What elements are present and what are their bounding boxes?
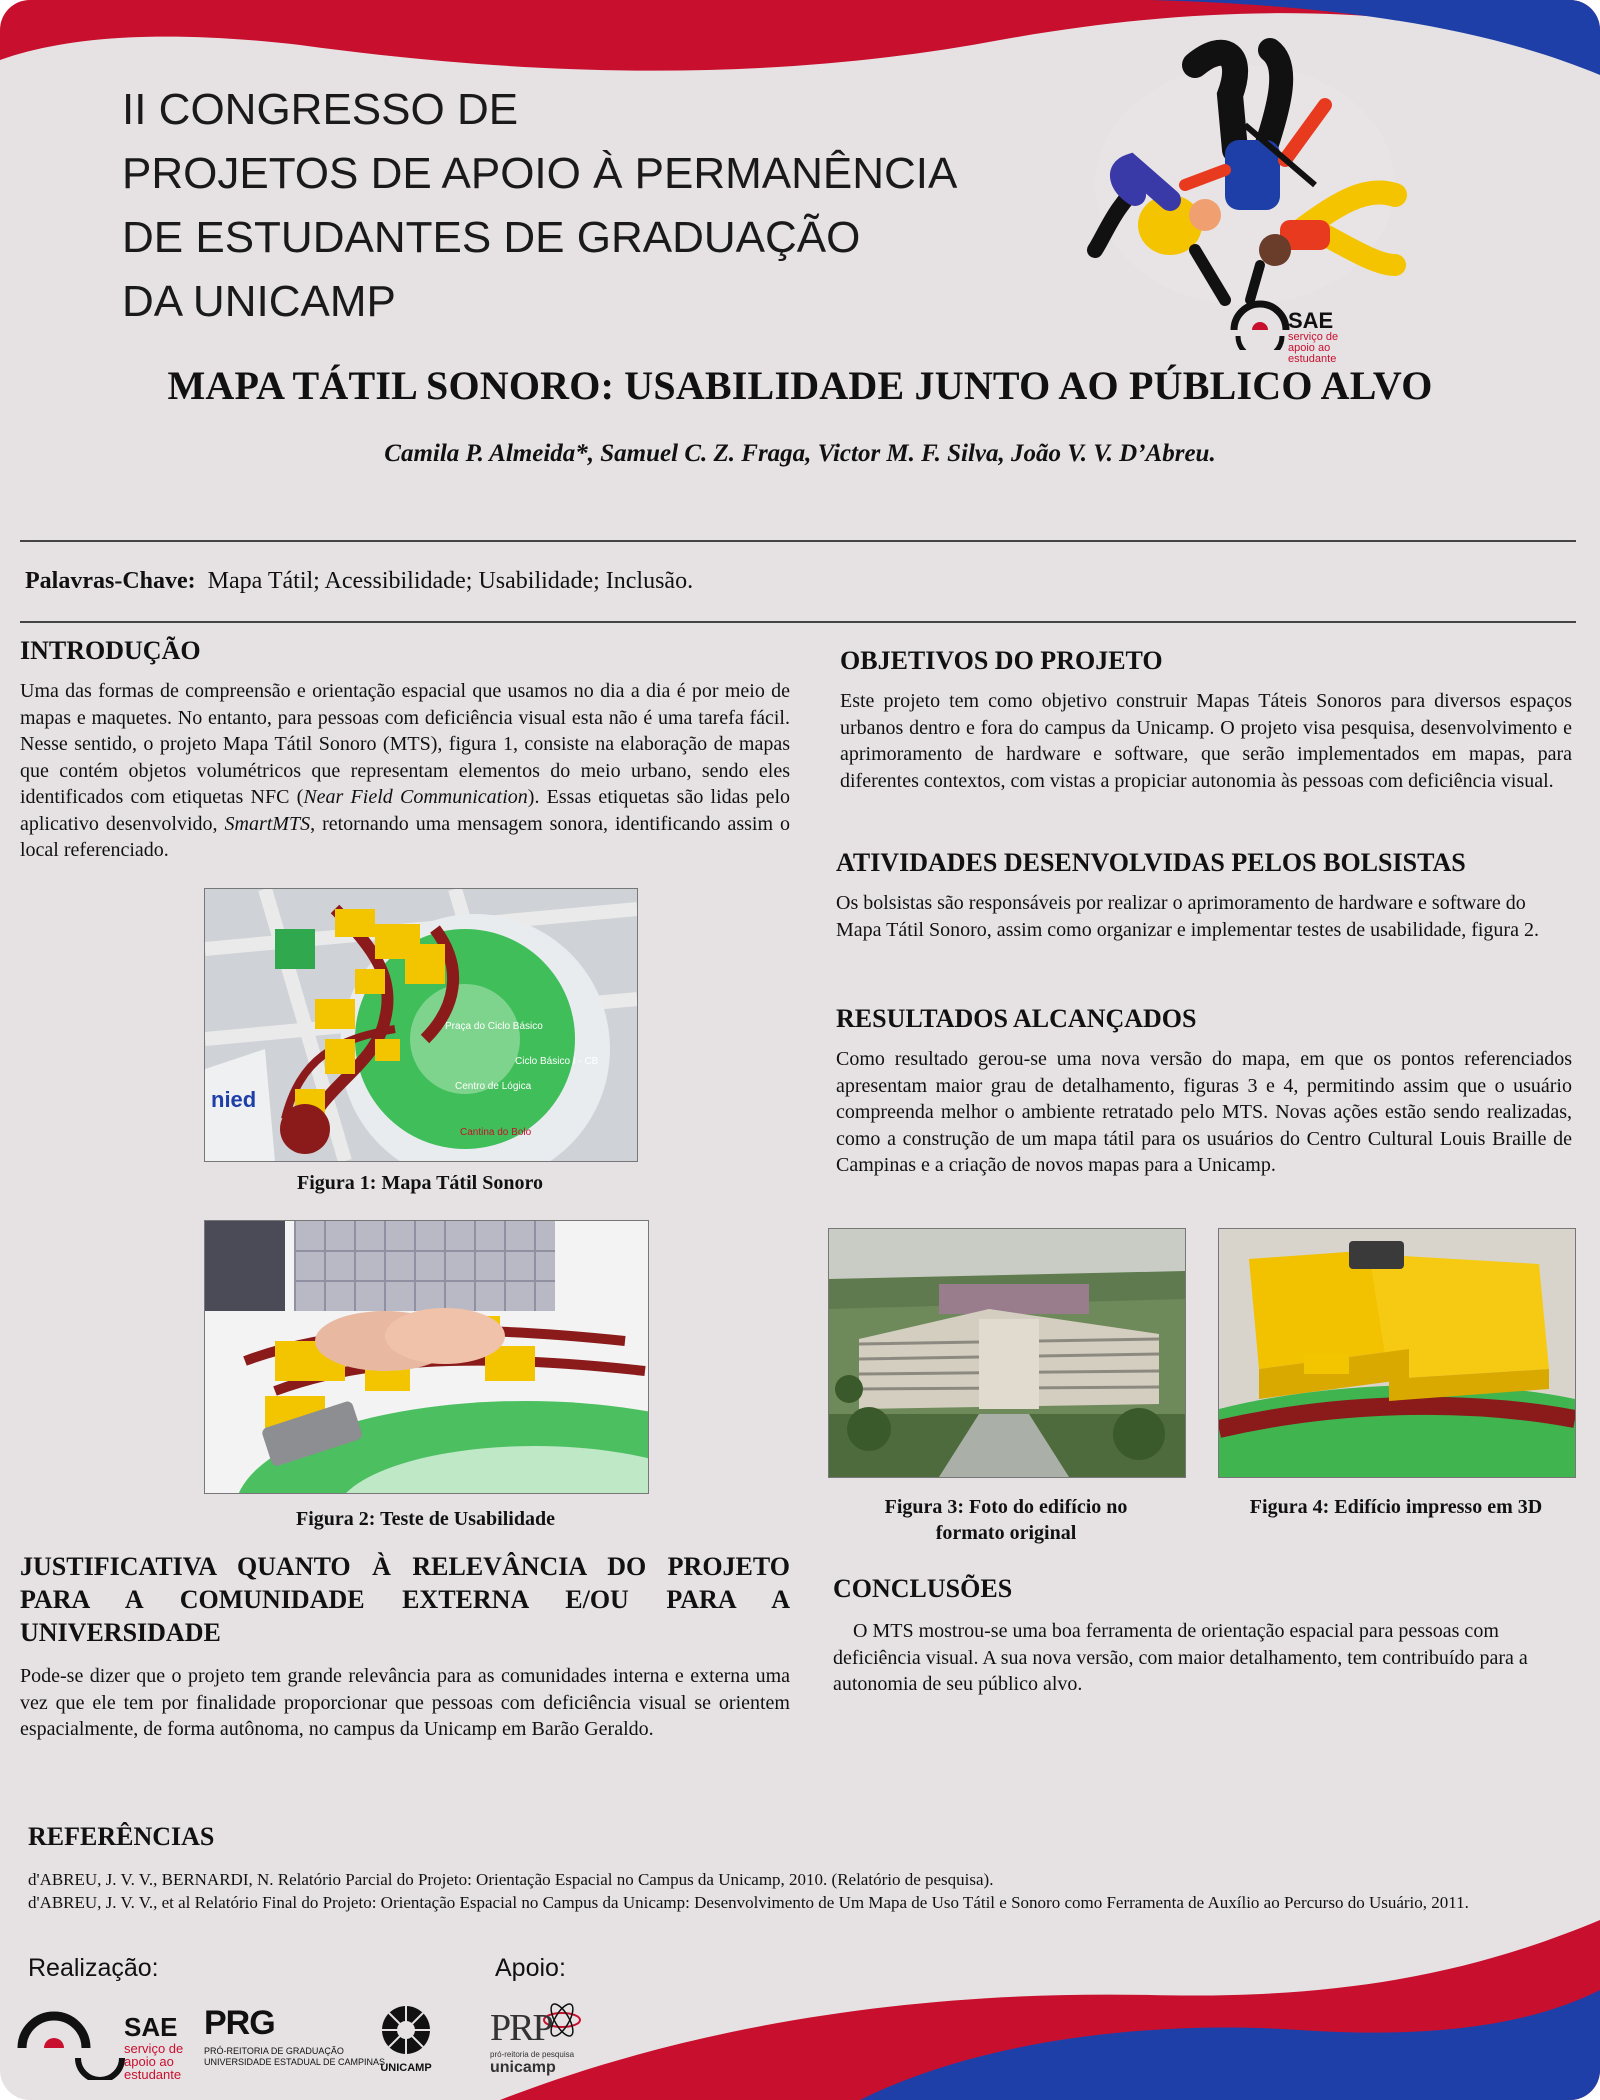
objetivos-text: Este projeto tem como objetivo construir Mapas Táteis Sonoros para diversos espaços urbanos dentro e fora do campus da Unicamp. O projeto visa pesquisa, desenvolvimento e aprimoramento de hardware e software, que serão implementados em mapas, para diferentes contextos, com vistas a propiciar autonomia às pessoas com deficiência visual. xyxy=(840,690,1572,792)
atividades-heading: ATIVIDADES DESENVOLVIDAS PELOS BOLSISTAS xyxy=(836,848,1466,877)
conclusoes-section xyxy=(833,1574,1553,1698)
atividades-text: Os bolsistas são responsáveis por realizar o aprimoramento de hardware e software do Mapa Tátil Sonoro, assim como organizar e implementar testes de usabilidade, figura 2. xyxy=(836,892,1539,941)
figure-1-caption: Figura 1: Mapa Tátil Sonoro xyxy=(297,1172,543,1194)
justificativa-text: Pode-se dizer que o projeto tem grande relevância para as comunidades interna e externa uma vez que ele tem por finalidade proporcionar que pessoas com deficiência visual se orientem espacialmente, de forma autônoma, no campus da Unicamp em Barão Geraldo. xyxy=(20,1665,790,1740)
congress-line: II CONGRESSO DE xyxy=(122,85,519,134)
prg-logo-name: PRG xyxy=(204,2004,275,2042)
prp-logo xyxy=(490,1998,600,2083)
map-label: Ciclo Básico I - CB xyxy=(515,1056,599,1067)
intro-text: Uma das formas de compreensão e orientação espacial que usamos no dia a dia é por meio de mapas e maquetes. No entanto, para pessoas com deficiência visual esta não é uma tarefa fácil. Nesse sentido, o projeto Mapa Tátil Sonoro (MTS), figura 1, consiste na elaboração de mapas que contém objetos volumétricos que representam elementos do meio urbano, sendo eles identificados com etiquetas NFC (Near Field Communication). Essas etiquetas são lidas pelo aplicativo desenvolvido, SmartMTS, retornando uma mensagem sonora, identificando assim o local referenciado. xyxy=(20,680,791,861)
prp-logo-sub: pró-reitoria de pesquisa xyxy=(490,2050,575,2059)
map-label: Centro de Lógica xyxy=(455,1081,532,1092)
congress-line: PROJETOS DE APOIO À PERMANÊNCIA xyxy=(122,149,958,198)
apoio-label: Apoio: xyxy=(495,1954,566,1982)
congress-line: DE ESTUDANTES DE GRADUAÇÃO xyxy=(122,213,861,262)
congress-line: DA UNICAMP xyxy=(122,277,396,326)
prg-logo-sub: PRÓ-REITORIA DE GRADUAÇÃO UNIVERSIDADE ESTADUAL DE CAMPINAS xyxy=(204,2046,386,2067)
poster-title: MAPA TÁTIL SONORO: USABILIDADE JUNTO AO PÚBLICO ALVO xyxy=(167,363,1433,408)
figure-3-caption: Figura 3: Foto do edifício no formato original xyxy=(884,1496,1128,1544)
figure-2-photo xyxy=(204,1220,649,1494)
sae-logo-name: SAE xyxy=(1288,308,1334,333)
sae-logo-sub: serviço de apoio ao estudante xyxy=(124,2041,184,2082)
objetivos-heading: OBJETIVOS DO PROJETO xyxy=(840,646,1163,675)
authors: Camila P. Almeida*, Samuel C. Z. Fraga, Victor M. F. Silva, João V. V. D’Abreu. xyxy=(384,440,1216,467)
map-label: Cantina do Bolo xyxy=(460,1127,532,1138)
tactile-map-image xyxy=(205,889,637,1161)
reference-item: d'ABREU, J. V. V., et al Relatório Final do Projeto: Orientação Espacial no Campus da Unicamp: Desenvolvimento de Um Mapa de Uso Tátil e Sonoro como Ferramenta de Auxílio ao Percurso do Usuário, 2011. xyxy=(28,1893,1469,1912)
3d-printed-building-image xyxy=(1219,1229,1575,1477)
atividades-section xyxy=(836,848,1572,943)
intro-section xyxy=(20,636,790,864)
prp-logo-name: PRP xyxy=(490,2007,552,2049)
figure-3-photo xyxy=(828,1228,1186,1478)
realizacao-label: Realização: xyxy=(28,1954,159,1982)
resultados-text: Como resultado gerou-se uma nova versão do mapa, em que os pontos referenciados apresentam maior grau de detalhamento, figuras 3 e 4, permitindo assim que o usuário compreenda melhor o ambiente retratado pelo MTS. Novas ações estão sendo realizadas, como a construção de um mapa tátil para os usuários do Centro Cultural Louis Braille de Campinas e a criação de novos mapas para a Unicamp. xyxy=(836,1048,1572,1176)
objetivos-section xyxy=(840,646,1572,794)
justificativa-heading: JUSTIFICATIVA QUANTO À RELEVÂNCIA DO PROJETO PARA A COMUNIDADE EXTERNA E/OU PARA A UNIVERSIDADE xyxy=(20,1552,790,1647)
divider xyxy=(20,540,1576,542)
unicamp-logo-name: UNICAMP xyxy=(380,2062,432,2074)
sae-logo-mark xyxy=(16,2000,126,2080)
keywords xyxy=(25,568,693,595)
conclusoes-text: O MTS mostrou-se uma boa ferramenta de orientação espacial para pessoas com deficiência visual. A sua nova versão, com maior detalhamento, tem contribuído para a autonomia de seu público alvo. xyxy=(833,1620,1528,1695)
sae-logo-sub: serviço de apoio ao estudante xyxy=(1288,331,1339,365)
figure-2-caption: Figura 2: Teste de Usabilidade xyxy=(296,1508,555,1530)
reference-item: d'ABREU, J. V. V., BERNARDI, N. Relatório Parcial do Projeto: Orientação Espacial no Campus da Unicamp, 2010. (Relatório de pesquisa). xyxy=(28,1870,994,1889)
prp-logo-unicamp: unicamp xyxy=(490,2059,556,2076)
sae-header-logo xyxy=(1228,290,1428,365)
sae-logo-name: SAE xyxy=(124,2012,178,2042)
referencias-section xyxy=(28,1822,1576,1914)
keywords-text: Mapa Tátil; Acessibilidade; Usabilidade; Inclusão. xyxy=(207,568,694,594)
figure-4-caption: Figura 4: Edifício impresso em 3D xyxy=(1249,1496,1543,1518)
unicamp-emblem-icon xyxy=(380,2004,432,2056)
figure-4-photo xyxy=(1218,1228,1576,1478)
nied-label: nied xyxy=(211,1087,257,1112)
divider xyxy=(20,621,1576,623)
map-label: Praça do Ciclo Básico xyxy=(445,1021,543,1032)
prg-logo xyxy=(204,2004,386,2084)
figure-1-photo xyxy=(204,888,638,1162)
building-photo-image xyxy=(829,1229,1185,1477)
intro-heading: INTRODUÇÃO xyxy=(20,636,201,665)
conclusoes-heading: CONCLUSÕES xyxy=(833,1574,1013,1603)
referencias-heading: REFERÊNCIAS xyxy=(28,1822,215,1851)
justificativa-section xyxy=(20,1550,790,1743)
unicamp-logo xyxy=(370,2004,442,2084)
resultados-section xyxy=(836,1004,1572,1179)
keywords-label: Palavras-Chave: xyxy=(25,568,196,594)
resultados-heading: RESULTADOS ALCANÇADOS xyxy=(836,1004,1197,1033)
usability-test-image xyxy=(205,1221,648,1493)
congress-title xyxy=(122,78,957,334)
sae-footer-logo xyxy=(16,2000,186,2080)
